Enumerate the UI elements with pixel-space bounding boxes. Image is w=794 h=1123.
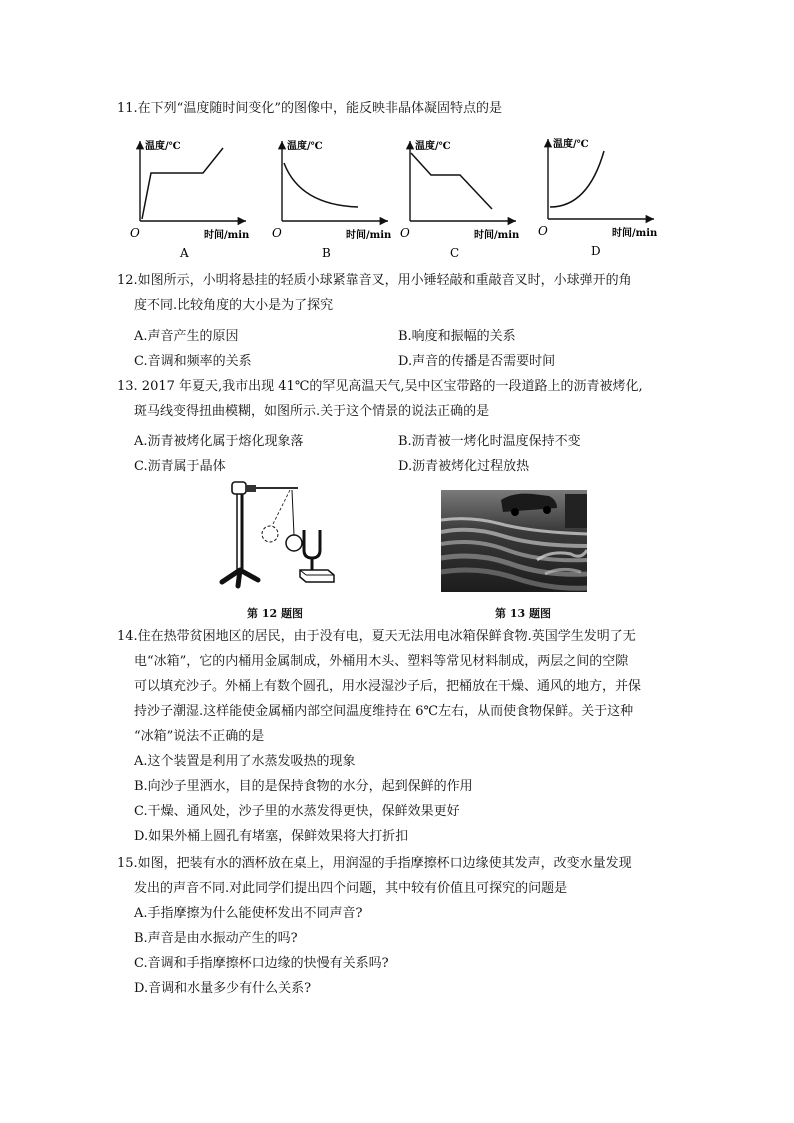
q14-stem-line-1: 14.住在热带贫困地区的居民，由于没有电，夏天无法用电冰箱保鲜食物.英国学生发明了无 (117, 629, 636, 644)
figure-12-tuning-fork (210, 478, 340, 593)
graph-c-letter: C (450, 246, 460, 258)
graph-b-letter: B (322, 246, 331, 258)
q12-option-a: A.声音产生的原因 (134, 329, 239, 344)
graph-a-xlabel: 时间/min (204, 230, 250, 241)
graph-b-origin: O (272, 226, 282, 240)
q12-option-d: D.声音的传播是否需要时间 (398, 354, 556, 369)
q11-stem: 11.在下列“温度随时间变化”的图像中，能反映非晶体凝固特点的是 (117, 101, 502, 116)
graph-c-curve (411, 153, 492, 209)
graph-c-origin: O (400, 226, 410, 240)
graph-d (536, 131, 666, 256)
q15-option-c: C.音调和手指摩擦杯口边缘的快慢有关系吗? (134, 956, 389, 971)
graph-b-curve (284, 163, 358, 207)
graph-d-ylabel: 温度/℃ (553, 139, 589, 150)
q13-stem-line-1: 13. 2017 年夏天,我市出现 41℃的罕见高温天气,吴中区宝带路的一段道路上的沥青被烤化, (117, 379, 643, 394)
q13-option-c: C.沥青属于晶体 (134, 459, 226, 474)
q14-option-c: C.干燥、通风处，沙子里的水蒸发得更快，保鲜效果更好 (134, 804, 460, 819)
graph-a-letter: A (180, 246, 189, 258)
q12-stem-line-2: 度不同.比较角度的大小是为了探究 (134, 298, 334, 313)
q13-option-b: B.沥青被一烤化时温度保持不变 (398, 434, 581, 449)
q15-stem-line-2: 发出的声音不同.对此同学们提出四个问题，其中较有价值且可探究的问题是 (134, 881, 568, 896)
graph-d-curve (550, 151, 604, 207)
q13-stem-line-2: 斑马线变得扭曲模糊，如图所示.关于这个情景的说法正确的是 (134, 404, 490, 419)
graph-a-origin: O (130, 226, 140, 240)
graph-c-xlabel: 时间/min (474, 230, 520, 241)
q15-option-d: D.音调和水量多少有什么关系? (134, 981, 312, 996)
figure-12-caption: 第 12 题图 (247, 607, 303, 620)
q13-option-a: A.沥青被烤化属于熔化现象落 (134, 434, 304, 449)
q13-option-d: D.沥青被烤化过程放热 (398, 459, 530, 474)
q15-option-b: B.声音是由水振动产生的吗? (134, 931, 298, 946)
q14-option-d: D.如果外桶上圆孔有堵塞，保鲜效果将大打折扣 (134, 829, 409, 844)
q15-option-a: A.手指摩擦为什么能使杯发出不同声音? (134, 906, 363, 921)
graph-a-curve (142, 148, 223, 219)
graph-b (270, 133, 400, 258)
q14-stem-line-2: 电“冰箱”，它的内桶用金属制成，外桶用木头、塑料等常见材料制成，两层之间的空隙 (134, 654, 629, 669)
q14-stem-line-4: 持沙子潮湿.这样能使金属桶内部空间温度维持在 6℃左右，从而使食物保鲜。关于这种 (134, 704, 634, 719)
q15-stem (117, 851, 632, 1001)
graph-d-letter: D (591, 244, 601, 256)
figure-13-asphalt-photo (441, 490, 587, 592)
graph-c-ylabel: 温度/℃ (415, 141, 451, 152)
graph-a (128, 133, 258, 258)
q12-stem-line-1: 12.如图所示，小明将悬挂的轻质小球紧靠音叉，用小锤轻敲和重敲音叉时，小球弹开的角 (117, 273, 632, 288)
q14-stem-line-3: 可以填充沙子。外桶上有数个圆孔，用水浸湿沙子后，把桶放在干燥、通风的地方，并保 (134, 679, 642, 694)
q14-option-a: A.这个装置是利用了水蒸发吸热的现象 (134, 754, 356, 769)
graph-d-xlabel: 时间/min (612, 228, 658, 239)
graph-c (398, 133, 528, 258)
graph-b-ylabel: 温度/℃ (287, 141, 323, 152)
q12-option-b: B.响度和振幅的关系 (398, 329, 516, 344)
figure-13-caption: 第 13 题图 (495, 607, 551, 620)
q12-option-c: C.音调和频率的关系 (134, 354, 252, 369)
q14-option-b: B.向沙子里洒水，目的是保持食物的水分，起到保鲜的作用 (134, 779, 473, 794)
q14-stem-line-5: “冰箱”说法不正确的是 (134, 729, 265, 744)
graph-d-origin: O (538, 224, 548, 238)
graph-a-ylabel: 温度/℃ (145, 141, 181, 152)
graph-b-xlabel: 时间/min (346, 230, 392, 241)
q13-stem (117, 374, 643, 424)
q15-stem-line-1: 15.如图，把装有水的酒杯放在桌上，用润湿的手指摩擦杯口边缘使其发声，改变水量发现 (117, 856, 632, 871)
q12-stem (117, 268, 632, 318)
q14-stem (117, 624, 641, 849)
